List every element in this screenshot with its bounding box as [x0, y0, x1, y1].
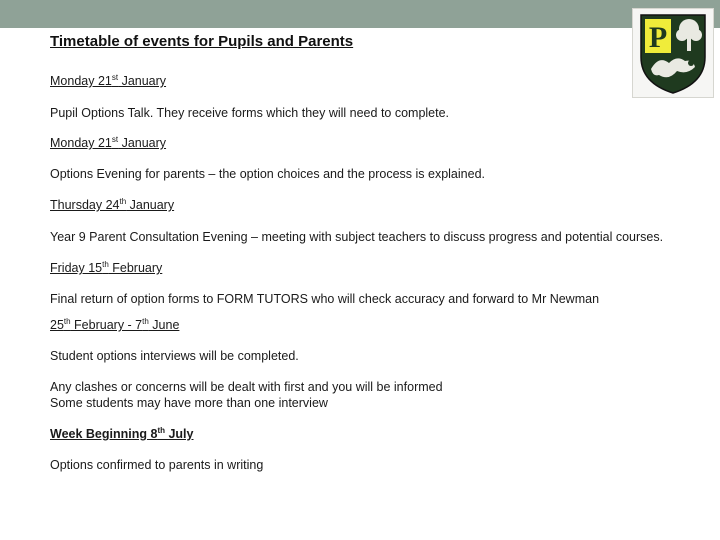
event-description: Final return of option forms to FORM TUTORS who will check accuracy and forward to Mr Newman — [50, 292, 600, 306]
event-description: Pupil Options Talk. They receive forms which they will need to complete. — [50, 106, 450, 120]
event-date: Friday 15th February — [50, 259, 163, 275]
event-date: Thursday 24th January — [50, 196, 175, 212]
school-logo — [632, 8, 714, 98]
event-description: Options Evening for parents – the option choices and the process is explained. — [50, 167, 485, 181]
event-description: Student options interviews will be completed. — [50, 349, 299, 363]
event-description: Year 9 Parent Consultation Evening – meeting with subject teachers to discuss progress and potential courses. — [50, 230, 664, 244]
event-description: Any clashes or concerns will be dealt with first and you will be informed — [50, 380, 443, 394]
event-description: Some students may have more than one interview — [50, 396, 328, 410]
event-date: Monday 21st January — [50, 134, 167, 150]
crest-letter: P — [648, 21, 668, 54]
header-bar — [0, 0, 720, 28]
event-description: Options confirmed to parents in writing — [50, 458, 264, 472]
event-date: 25th February - 7th June — [50, 316, 180, 332]
page-title: Timetable of events for Pupils and Parents — [50, 33, 354, 50]
school-crest-icon — [633, 9, 713, 97]
event-date: Week Beginning 8th July — [50, 425, 194, 441]
event-date: Monday 21st January — [50, 72, 167, 88]
